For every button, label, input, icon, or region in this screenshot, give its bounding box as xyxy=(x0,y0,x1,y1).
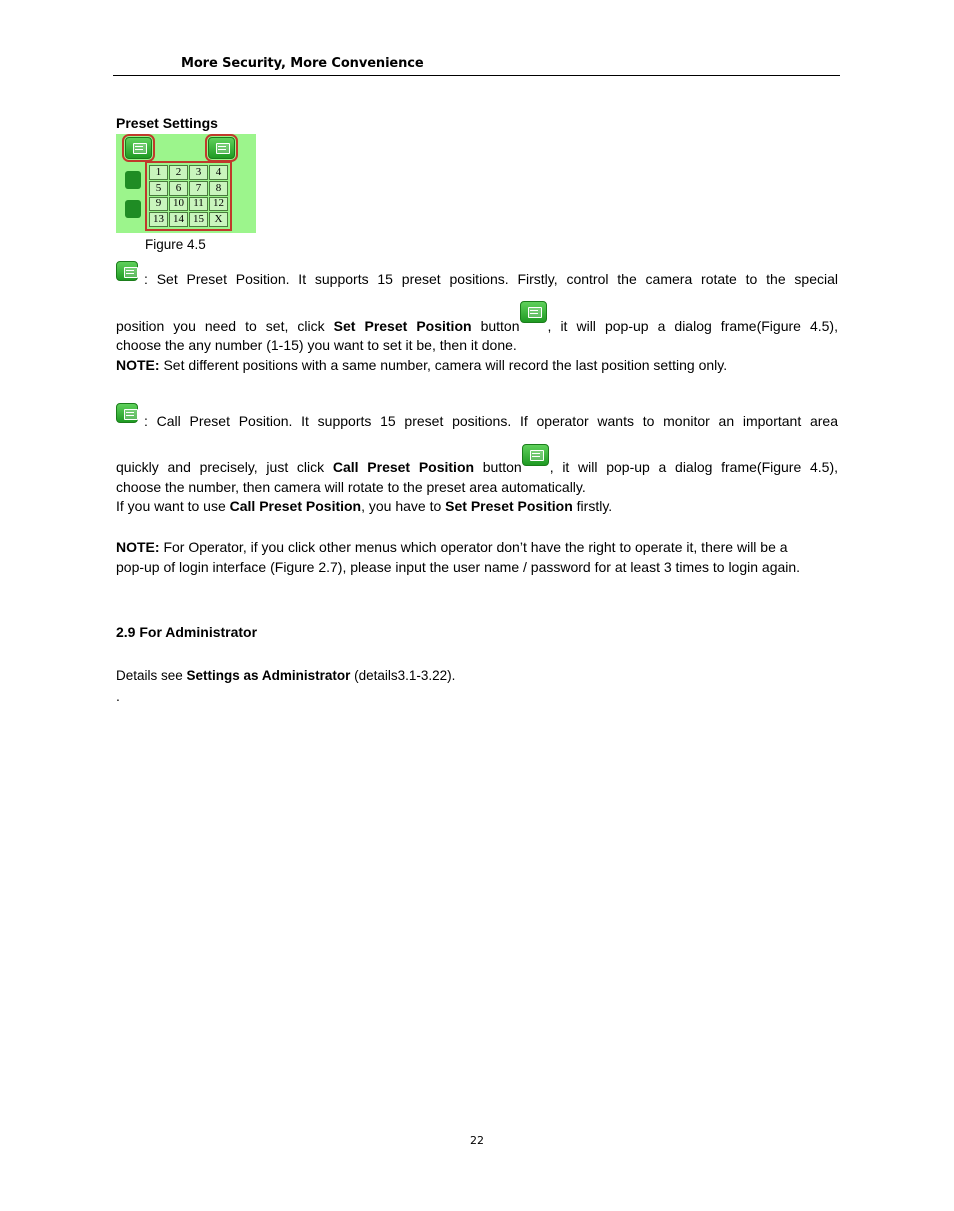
call-preset-line-2 xyxy=(116,452,838,475)
text-segment: button xyxy=(471,318,520,334)
settings-admin-label: Settings as Administrator xyxy=(186,668,351,683)
preset-cell[interactable]: 14 xyxy=(169,212,188,227)
call-preset-line-1: : Call Preset Position. It supports 15 preset positions. If operator wants to monitor an important area xyxy=(144,413,838,429)
preset-cell[interactable]: 12 xyxy=(209,197,228,212)
operator-note-line-2: pop-up of login interface (Figure 2.7), please input the user name / password for at least 3 times to login again. xyxy=(116,559,801,575)
preset-cell[interactable]: 11 xyxy=(189,197,208,212)
preset-cell[interactable]: X xyxy=(209,212,228,227)
operator-note-line-1 xyxy=(116,539,788,555)
set-preset-icon[interactable] xyxy=(125,137,152,159)
side-block-icon xyxy=(125,171,141,189)
set-preset-position-label: Set Preset Position xyxy=(445,498,573,514)
text-segment: position you need to set, click xyxy=(116,318,334,334)
set-preset-note xyxy=(116,357,727,373)
header-divider xyxy=(113,75,840,76)
section-title: Preset Settings xyxy=(116,115,218,131)
preset-number-grid xyxy=(145,161,232,231)
text-segment: , you have to xyxy=(361,498,446,514)
preset-cell[interactable]: 5 xyxy=(149,181,168,196)
inline-button-wrap xyxy=(520,301,548,323)
text-segment: If you want to use xyxy=(116,498,230,514)
preset-cell[interactable]: 7 xyxy=(189,181,208,196)
set-preset-line-3: choose the any number (1-15) you want to set it be, then it done. xyxy=(116,337,517,353)
call-preset-icon[interactable] xyxy=(208,137,235,159)
preset-cell[interactable]: 15 xyxy=(189,212,208,227)
text-segment: firstly. xyxy=(572,498,613,514)
text-segment: (details3.1-3.22). xyxy=(350,668,456,683)
note-label: NOTE: xyxy=(116,539,160,555)
set-preset-line-1: : Set Preset Position. It supports 15 preset positions. Firstly, control the camera rotate to the special xyxy=(144,271,838,287)
note-text: For Operator, if you click other menus which operator don’t have the right to operate it, there will be a xyxy=(159,539,788,555)
preset-cell[interactable]: 2 xyxy=(169,165,188,180)
text-segment: Details see xyxy=(116,668,187,683)
header-title: More Security, More Convenience xyxy=(181,56,424,71)
call-preset-button-icon xyxy=(522,444,549,466)
admin-dot: . xyxy=(116,688,120,704)
inline-button-wrap xyxy=(522,444,550,466)
call-preset-position-label: Call Preset Position xyxy=(332,459,475,475)
side-block-icon xyxy=(125,200,141,218)
call-preset-line-3: choose the number, then camera will rotate to the preset area automatically. xyxy=(116,479,586,495)
preset-cell[interactable]: 9 xyxy=(149,197,168,212)
preset-cell[interactable]: 8 xyxy=(209,181,228,196)
page-number: 22 xyxy=(470,1134,484,1147)
note-label: NOTE: xyxy=(116,357,160,373)
set-preset-button-icon xyxy=(520,301,547,323)
admin-heading: 2.9 For Administrator xyxy=(116,624,258,640)
preset-cell[interactable]: 6 xyxy=(169,181,188,196)
preset-cell[interactable]: 1 xyxy=(149,165,168,180)
call-preset-icon xyxy=(116,403,138,423)
preset-cell[interactable]: 13 xyxy=(149,212,168,227)
text-segment: button xyxy=(474,459,522,475)
note-text: Set different positions with a same number, camera will record the last position setting only. xyxy=(159,357,728,373)
admin-details xyxy=(116,668,455,683)
preset-cell[interactable]: 10 xyxy=(169,197,188,212)
text-segment: , it will pop-up a dialog frame(Figure 4.5), xyxy=(547,318,838,334)
preset-cell[interactable]: 3 xyxy=(189,165,208,180)
figure-caption: Figure 4.5 xyxy=(145,237,206,252)
set-preset-position-label: Set Preset Position xyxy=(333,318,472,334)
call-preset-line-4 xyxy=(116,498,612,514)
set-preset-line-2 xyxy=(116,311,838,334)
set-preset-icon xyxy=(116,261,138,281)
call-preset-position-label: Call Preset Position xyxy=(229,498,362,514)
text-segment: , it will pop-up a dialog frame(Figure 4.5), xyxy=(549,459,838,475)
text-segment: quickly and precisely, just click xyxy=(116,459,333,475)
preset-cell[interactable]: 4 xyxy=(209,165,228,180)
